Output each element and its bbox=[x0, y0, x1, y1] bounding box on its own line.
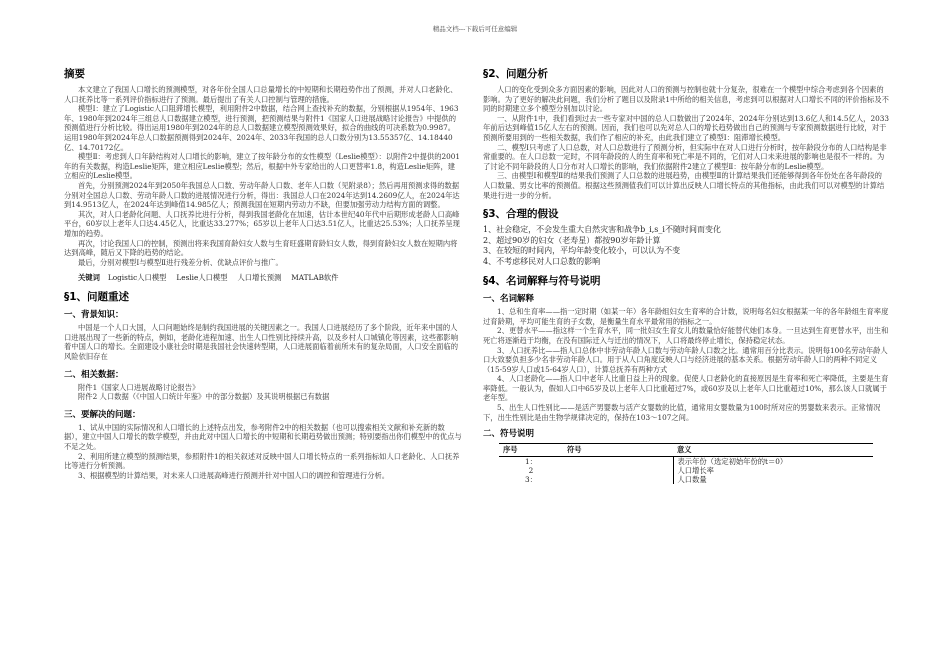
data-title: 二、相关数据： bbox=[64, 369, 124, 380]
analysis-paragraph: 三、由模型Ⅰ和模型Ⅱ的结果我们预测了人口总数的进展趋势，由模型Ⅱ的计算结果我们还能够得到各年份处在各年龄段的人口数量、男女比率的预测值。根据这些预测值我们可以计算出反映人口增长特点的其他指标，由此我们可以对模型的计算结果进行进一步的分析。 bbox=[483, 171, 885, 200]
problems-title: 三、要解决的问题： bbox=[64, 409, 141, 420]
term-item: 3、人口抚养比——指人口总体中非劳动年龄人口数与劳动年龄人口数之比。通常用百分比表示。说明每100名劳动年龄人口大致要负担多少名非劳动年龄人口。用于从人口角度反映人口与经济进展的基本关系。根据劳动年龄人口的两种不同定义（15-59岁人口或15-64岁人口），计算总抚养有两种方式 bbox=[483, 345, 888, 374]
term-item: 2、更替水平——指这样一个生育水平，同一批妇女生育女儿的数量恰好能替代她们本身。一旦达到生育更替水平，出生和死亡将逐渐趋于均衡，在没有国际迁入与迁出的情况下，人口将最终停止增长，保持稳定状态。 bbox=[483, 326, 889, 345]
analysis-paragraph: 二、模型Ⅰ只考虑了人口总数，对人口总数进行了预测分析，但实际中在对人口进行分析时，按年龄段分布的人口结构是非常重要的。在人口总数一定时，不同年龄段的人的生育率和死亡率是不同的，它们对人口未来进展的影响也是很不一样的。为了讨论不同年龄段的人口分布对人口增长的影响，我们依据附件2建立了模型Ⅱ：按年龄分布的Leslie模型。 bbox=[483, 142, 887, 171]
assumption-item: 3、在较短的时间内，平均年龄变化较小，可以认为不变 bbox=[483, 246, 681, 256]
table-header: 意义 bbox=[673, 444, 873, 457]
section-4-title: §4、名词解释与符号说明 bbox=[483, 275, 601, 288]
table-cell: 2 bbox=[528, 466, 534, 476]
abstract-paragraph: 模型Ⅰ：建立了Logistic人口阻滞增长模型，利用附件2中数据，结合网上查找补充的数据，分别根据从1954年、1963年、1980年到2024年三组总人口数据建立模型，进行预测，把预测结果与附件1《国家人口进展战略讨论报告》中提供的预测值进行分析比较。得出运用1980年到2024年的总人口数据建立模型预测效果好，拟合的曲线的可决系数为0.9987。运用1980年到2024年总人口数据预测得到2024年、2024年、2033年我国的总人口数分别为13.55357亿、14.18440亿、14.70172亿。 bbox=[64, 104, 459, 152]
table-row bbox=[499, 475, 873, 484]
table-cell bbox=[563, 457, 673, 467]
table-cell: 表示年份（选定初始年份的t＝0） bbox=[673, 457, 873, 467]
problem-item: 3、根据模型的计算结果，对未来人口进展高峰进行预测并针对中国人口的调控和管理进行分析。 bbox=[78, 470, 390, 480]
data-item: 附件1《国家人口进展战略讨论报告》 bbox=[78, 382, 200, 392]
data-item: 附件2 人口数据（《中国人口统计年鉴》中的部分数据）及其说明根据已有数据 bbox=[78, 392, 330, 402]
assumption-item: 4、不考虑移民对人口总数的影响 bbox=[483, 256, 601, 266]
table-cell: 3： bbox=[525, 475, 537, 485]
keywords-label: 关键词 bbox=[78, 273, 100, 283]
assumption-item: 2、超过90岁的妇女（老寿星）都按90岁年龄计算 bbox=[483, 235, 661, 245]
table-row bbox=[499, 466, 873, 475]
table-cell: 人口增长率 bbox=[673, 466, 873, 475]
table-row bbox=[499, 457, 873, 467]
table-cell: 人口数量 bbox=[673, 475, 873, 484]
problem-item: 1、试从中国的实际情况和人口增长的上述特点出发，参考附件2中的相关数据（也可以搜索相关文献和补充新的数据），建立中国人口增长的数学模型，并由此对中国人口增长的中短期和长期趋势做出预测；特别要指出你们模型中的优点与不足之处。 bbox=[64, 422, 462, 452]
abstract-paragraph: 最后，分别对模型Ⅰ与模型Ⅱ进行残差分析、优缺点评价与推广。 bbox=[78, 257, 283, 267]
background-text: 中国是一个人口大国，人口问题始终是制约我国进展的关键因素之一。我国人口进展经历了多个阶段，近年来中国的人口进展出现了一些新的特点，例如，老龄化进程加速、出生人口性别比持续升高，以及乡村人口城镇化等因素，这些都影响着中国人口的增长。全面建设小康社会时期是我国社会快速转型期，人口进展面临着前所未有的复杂局面，人口安全面临的风险依旧存在 bbox=[64, 323, 459, 362]
analysis-paragraph: 一、从附件1中，我们看到过去一些专家对中国的总人口数做出了2024年、2024年分别达到13.6亿人和14.5亿人，2033年前后达到峰值15亿人左右的预测。因而，我们也可以先对总人口的增长趋势做出自己的预测与专家预测数据进行比较，对于预测所要用到的一些相关数据，我们作了相应的补充，由此我们建立了模型Ⅰ：阻滞增长模型。 bbox=[483, 113, 890, 142]
page-header: 精品文档---下载后可任意编辑 bbox=[432, 25, 518, 33]
table-header: 符号 bbox=[563, 444, 673, 457]
assumption-item: 1、社会稳定，不会发生重大自然灾害和战争b_i,s_i不随时间而变化 bbox=[483, 225, 721, 235]
table-cell bbox=[563, 466, 673, 475]
table-cell bbox=[563, 475, 673, 484]
abstract-paragraph: 首先，分别预测2024年到2050年我国总人口数、劳动年龄人口数、老年人口数（见附录8）；然后再用预测求得的数据分别对全国总人口数、劳动年龄人口数的进展情况进行分析，得出：我国总人口在2024年达到14.2609亿人，在2024年达到14.9513亿人，在2024年达到峰值14.985亿人；预测我国在短期内劳动力不缺，但要加强劳动力结构方面的调整。 bbox=[64, 180, 460, 210]
abstract-paragraph: 模型Ⅱ：考虑到人口年龄结构对人口增长的影响，建立了按年龄分布的女性模型（Leslie模型）：以附件2中提供的2001年的有关数据，构造Leslie矩阵，建立相应Leslie模型；然后，根据中外专家给出的人口更替率1.8，构造Leslie矩阵，建立相应的Leslie模型。 bbox=[64, 152, 461, 181]
assumptions-list bbox=[483, 225, 889, 267]
section-3-title: §3、合理的假设 bbox=[483, 208, 559, 221]
abstract-paragraph: 其次，对人口老龄化问题、人口抚养比进行分析，得到我国老龄化在加速，估计本世纪40年代中后期形成老龄人口高峰平台，60岁以上老年人口达4.45亿人，比重达33.277%；65岁以上老年人口达3.51亿人，比重达25.53%；人口抚养呈现增加的趋势。 bbox=[64, 209, 460, 238]
abstract-paragraph: 再次，讨论我国人口的控制，预测出将来我国育龄妇女人数与生育旺盛期育龄妇女人数，得到育龄妇女人数在短期内将达到高峰，随后又下降的趋势的结论。 bbox=[64, 238, 458, 258]
table-cell: 1： bbox=[525, 457, 537, 467]
section-1-title: §1、问题重述 bbox=[64, 291, 130, 304]
term-item: 1、总和生育率——指一定时期（如某一年）各年龄组妇女生育率的合计数，说明每名妇女根据某一年的各年龄组生育率度过育龄期，平均可能生育的子女数，是衡量生育水平最常用的指标之一。 bbox=[483, 307, 889, 326]
problem-item: 2、利用所建立模型的预测结果，参照附件1的相关叙述对反映中国人口增长特点的一系列指标如人口老龄化、人口抚养比等进行分析预测。 bbox=[64, 451, 460, 471]
abstract-body bbox=[64, 85, 462, 267]
table-header: 序号 bbox=[499, 444, 563, 457]
term-item: 5、出生人口性别比——是活产男婴数与活产女婴数的比值，通常用女婴数量为100时所对应的男婴数来表示。正常情况下，出生性别比是由生物学规律决定的，保持在103～107之间。 bbox=[483, 403, 881, 422]
keywords-line bbox=[64, 273, 462, 283]
keyword: 人口增长预测 bbox=[237, 273, 282, 283]
background-title: 一、背景知识： bbox=[64, 310, 124, 321]
term-item: 4、人口老龄化——指人口中老年人比重日益上升的现象。促使人口老龄化的直接原因是生育率和死亡率降低，主要是生育率降低。一般认为，假如人口中65岁及以上老年人口比重超过7%，或60岁及以上老年人口比重超过10%，那么该人口就属于老年型。 bbox=[483, 374, 889, 403]
symbols-title: 二、符号说明 bbox=[483, 429, 535, 440]
table-header-row bbox=[499, 444, 873, 457]
keyword: Leslie人口模型 bbox=[176, 273, 228, 283]
symbols-table bbox=[499, 443, 873, 484]
abstract-title: 摘要 bbox=[64, 68, 85, 80]
analysis-paragraph: 人口的变化受到众多方面因素的影响，因此对人口的预测与控制也就十分复杂，很难在一个模型中综合考虑到各个因素的影响。为了更好的解决此问题，我们分析了题目以及附录1中所给的相关信息，考虑到可以根据对人口增长不同的评价指标及不同的时期建立多个模型分别加以讨论。 bbox=[483, 85, 889, 114]
section-2-title: §2、问题分析 bbox=[483, 68, 549, 80]
abstract-paragraph: 本文建立了我国人口增长的预测模型，对各年份全国人口总量增长的中短期和长期趋势作出了预测，并对人口老龄化、人口抚养比等一系列评价指标进行了预测。最后提出了有关人口控制与管理的措施。 bbox=[64, 85, 458, 104]
keyword: Logistic人口模型 bbox=[107, 273, 167, 283]
right-column bbox=[483, 66, 889, 484]
terms-title: 一、名词解释 bbox=[483, 294, 535, 305]
keyword: MATLAB软件 bbox=[291, 273, 339, 283]
left-column bbox=[64, 66, 462, 480]
